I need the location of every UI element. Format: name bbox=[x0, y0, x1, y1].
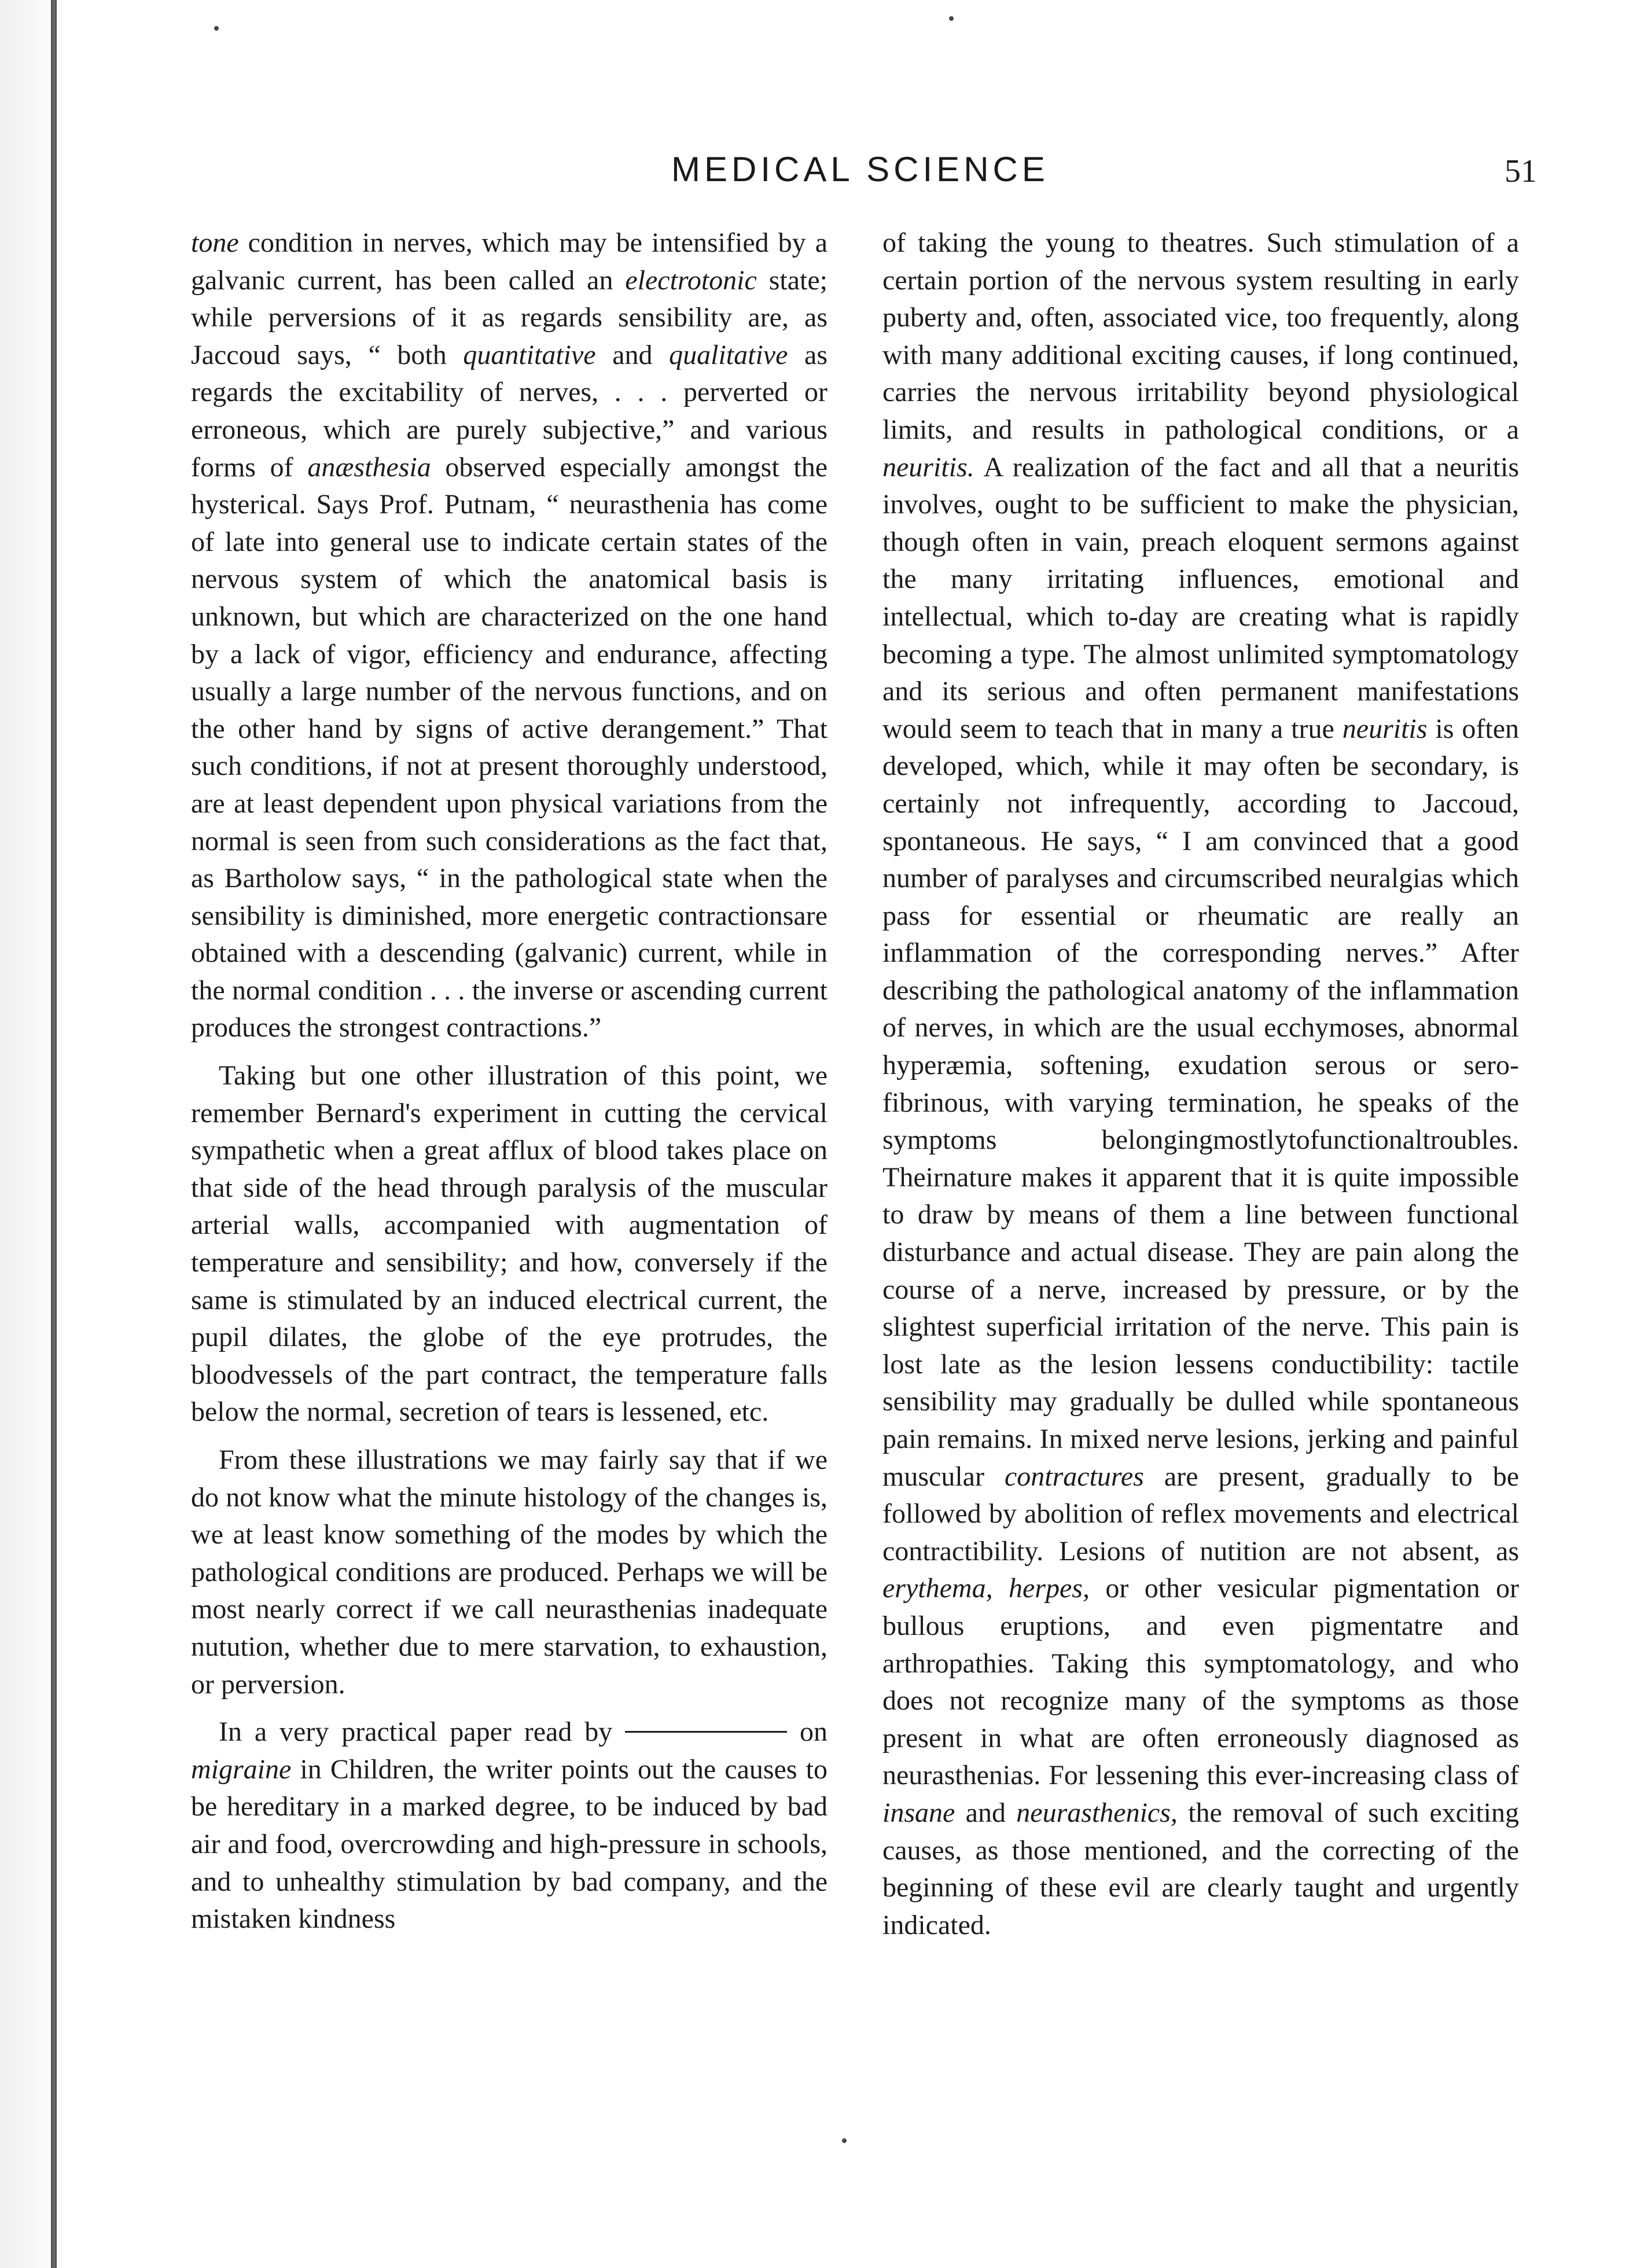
running-head: MEDICAL SCIENCE bbox=[671, 150, 1049, 189]
text-run: observed especially amongst the hysterical. Says Prof. Putnam, “ neurasthenia has come of late into general use to indicate certain states of the nervous system of which the anatomical basis is unknown, but which are characterized on the one hand by a lack of vigor, efficiency and endurance, affecting usually a large number of the nervous functions, and on the other hand by signs of active derangement.” That such conditions, if not at present thoroughly understood, are at least dependent upon physical variations from the normal is seen from such considerations as the fact that, as Bartholow says, “ in the pathological state when the sensibility is diminished, more energetic contractionsare obtained with a descending (galvanic) current, while in the normal condition . . . the inverse or ascending current produces the strongest contractions.” bbox=[191, 451, 828, 1043]
text-run: are present, gradually to be followed by abolition of reflex movements and electrical contractibility. Lesions of nutition are not absent, as bbox=[882, 1461, 1519, 1567]
text-run: state; while perversions of it as regards sensibility are, as Jaccoud says, “ both bbox=[191, 264, 828, 370]
left-column bbox=[191, 225, 827, 1949]
ink-speck bbox=[949, 16, 954, 21]
italic-term: erythema, bbox=[882, 1573, 993, 1604]
italic-term: neuritis. bbox=[882, 451, 974, 483]
author-blank-line bbox=[625, 1731, 787, 1733]
page-header bbox=[0, 149, 1644, 196]
italic-term: tone bbox=[191, 227, 239, 258]
italic-term: anæsthesia bbox=[307, 451, 431, 483]
text-run: on bbox=[787, 1716, 828, 1748]
text-run: as regards the excitability of nerves, . . . perverted or erroneous, which are purely subjective,” and various forms of bbox=[191, 339, 828, 483]
left-paragraph-3: From these illustrations we may fairly say that if we do not know what the minute histology of the changes is, we at least know something of the modes by which the pathological conditions are produced. Perhaps we will be most nearly correct if we call neurasthenias inadequate nutution, whether due to mere starvation, to exhaustion, or perversion. bbox=[191, 1444, 827, 1700]
italic-term: electrotonic bbox=[625, 264, 757, 296]
italic-term: contractures bbox=[1004, 1461, 1144, 1492]
right-paragraph-1 bbox=[882, 225, 1519, 1944]
text-run: and bbox=[955, 1797, 1017, 1828]
right-column bbox=[882, 225, 1519, 1954]
binding-edge bbox=[51, 0, 57, 2268]
text-run bbox=[993, 1573, 1009, 1604]
text-run: in Children, the writer points out the causes to be hereditary in a marked degree, to be induced by bad air and food, overcrowding and high-pressure in schools, and to unhealthy stimulation by bad company, and the mistaken kindness bbox=[191, 1754, 827, 1935]
italic-term: neuritis bbox=[1342, 713, 1428, 744]
left-paragraph-4 bbox=[191, 1714, 827, 1938]
text-run: and bbox=[595, 339, 670, 370]
text-run: the removal of such exciting causes, as those mentioned, and the correcting of the beginning of these evil are clearly taught and urgently indicated. bbox=[882, 1797, 1519, 1940]
italic-term: quantitative bbox=[463, 339, 596, 370]
italic-term: migraine bbox=[191, 1754, 292, 1785]
left-paragraph-1 bbox=[191, 225, 827, 1047]
italic-term: insane bbox=[882, 1797, 955, 1828]
binding-shadow bbox=[0, 0, 69, 2268]
ink-speck bbox=[214, 26, 219, 31]
italic-term: qualitative bbox=[669, 339, 788, 370]
text-run: or other vesicular pigmentation or bullous eruptions, and even pigmentatre and arthropathies. Taking this symptomatology, and who does not recognize many of the symptoms as those present in what are often erroneously diagnosed as neurasthenias. For lessening this ever-increasing class of bbox=[882, 1573, 1519, 1791]
text-run: In a very practical paper read by bbox=[219, 1716, 626, 1748]
italic-term: herpes, bbox=[1008, 1573, 1090, 1604]
text-run: condition in nerves, which may be intensified by a galvanic current, has been called an bbox=[191, 227, 827, 296]
text-run: is often developed, which, while it may often be secondary, is certainly not infrequently, according to Jaccoud, spontaneous. He says, “ I am convinced that a good number of paralyses and circumscribed neuralgias which pass for essential or rheumatic are really an inflammation of the corresponding nerves.” After describing the pathological anatomy of the inflammation of nerves, in which are the usual ecchymoses, abnormal hyperæmia, softening, exudation serous or sero-fibrinous, with varying termination, he speaks of the symptoms belongingmostlytofunctionaltroubles. Theirnature makes it apparent that it is quite impossible to draw by means of them a line between functional disturbance and actual disease. They are pain along the course of a nerve, increased by pressure, or by the slightest superficial irritation of the nerve. This pain is lost late as the lesion lessens conductibility: tactile sensibility may gradually be dulled while spontaneous pain remains. In mixed nerve lesions, jerking and painful muscular bbox=[882, 713, 1520, 1492]
ink-speck bbox=[842, 2138, 847, 2143]
text-run: of taking the young to theatres. Such stimulation of a certain portion of the nervous system resulting in early puberty and, often, associated vice, too frequently, along with many additional exciting causes, if long continued, carries the nervous irritability beyond physiological limits, and results in pathological conditions, or a bbox=[882, 227, 1519, 445]
page-number: 51 bbox=[1505, 153, 1537, 189]
italic-term: neurasthenics, bbox=[1016, 1797, 1178, 1828]
left-paragraph-2: Taking but one other illustration of this point, we remember Bernard's experiment in cutting the cervical sympathetic when a great afflux of blood takes place on that side of the head through paralysis of the muscular arterial walls, accompanied with augmentation of temperature and sensibility; and how, conversely if the same is stimulated by an induced electrical current, the pupil dilates, the globe of the eye protrudes, the bloodvessels of the part contract, the temperature falls below the normal, secretion of tears is lessened, etc. bbox=[191, 1060, 827, 1428]
text-run: A realization of the fact and all that a neuritis involves, ought to be sufficient to make the physician, though often in vain, preach eloquent sermons against the many irritating influences, emotional and intellectual, which to-day are creating what is rapidly becoming a type. The almost unlimited symptomatology and its serious and often permanent manifestations would seem to teach that in many a true bbox=[882, 451, 1519, 744]
